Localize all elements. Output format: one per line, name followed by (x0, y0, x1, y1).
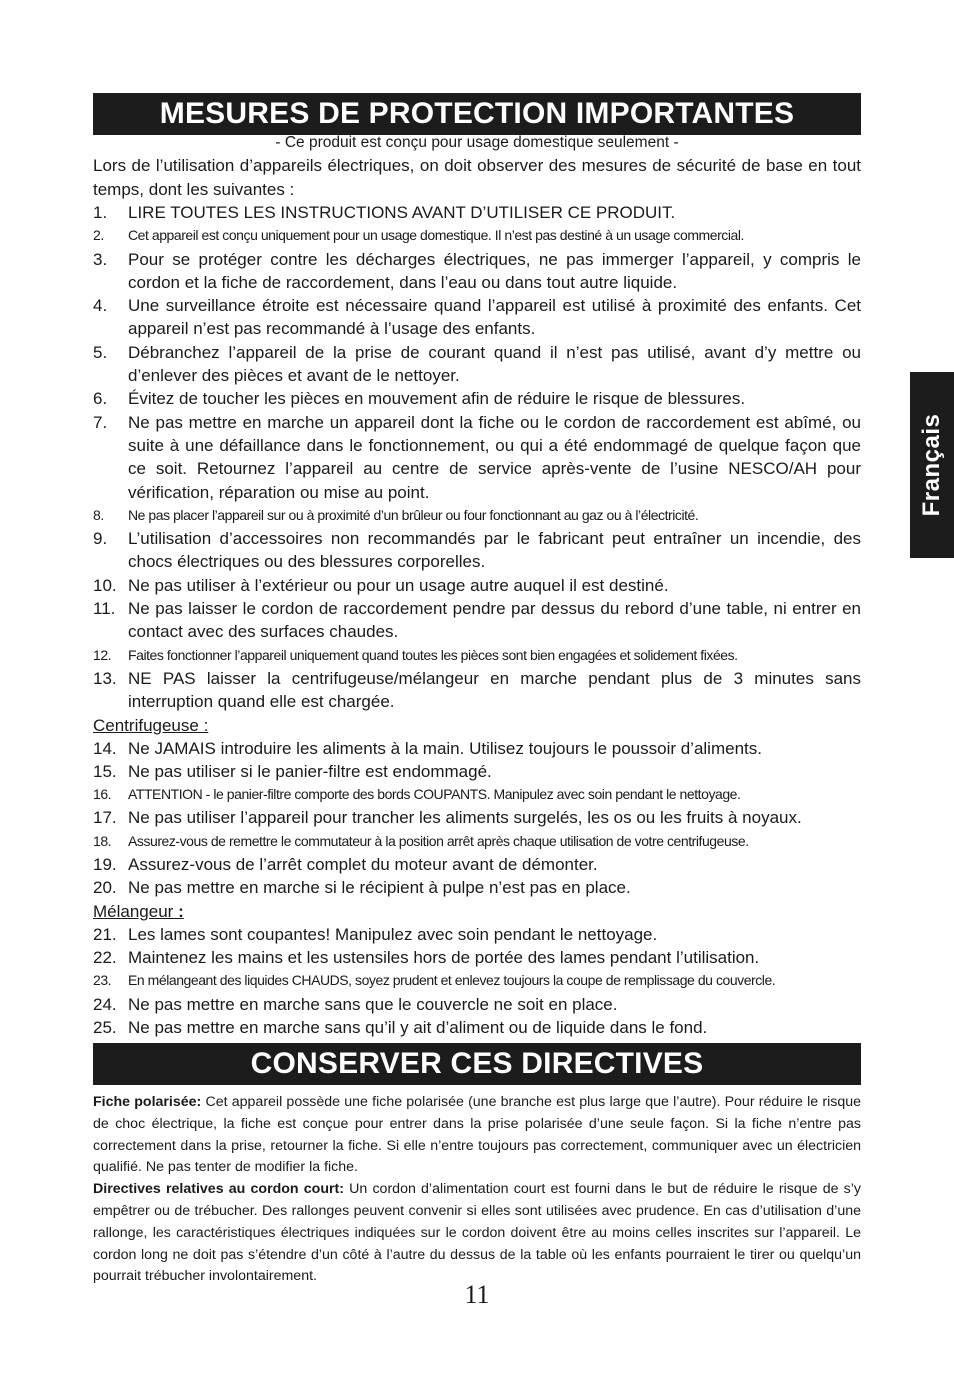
language-label: Français (918, 413, 945, 517)
safety-list (93, 201, 861, 714)
list-item: 1. LIRE TOUTES LES INSTRUCTIONS AVANT D’UTILISER CE PRODUIT. (93, 203, 676, 222)
language-side-tab (910, 372, 954, 558)
list-item: 15. Ne pas utiliser si le panier-filtre est endommagé. (93, 761, 492, 781)
page-title: MESURES DE PROTECTION IMPORTANTES (93, 93, 861, 135)
list-item: 21. Les lames sont coupantes! Manipulez avec soin pendant le nettoyage. (93, 924, 658, 944)
section-centrifugeuse: Centrifugeuse : (93, 715, 209, 735)
notes-section (93, 1092, 861, 1288)
page-number: 11 (464, 1280, 490, 1309)
short-cord-note: Directives relatives au cordon court: Un cordon d’alimentation court est fourni dans le but de réduire le risque de s’y empêtrer ou de trébucher. Des rallonges peuvent convenir si elles sont utilisées avec prudence. En cas d’utilisation d’une rallonge, les caractéristiques électriques indiquées sur le cordon doivent être au moins celles inscrites sur l’appareil. Le cordon long ne doit pas s’étendre d’un côté à l’autre du dessus de la table où les enfants pourraient le tirer ou quelqu’un pourrait trébucher involontairement. (93, 1181, 861, 1285)
list-item: 11. Ne pas laisser le cordon de raccordement pendre par dessus du rebord d’une table, ni entrer en contact avec des surfaces chaudes. (93, 599, 861, 642)
list-item: 6. Évitez de toucher les pièces en mouvement afin de réduire le risque de blessures. (93, 389, 746, 409)
list-item: 22. Maintenez les mains et les ustensiles hors de portée des lames pendant l’utilisation. (93, 947, 760, 967)
list-item: 10. Ne pas utiliser à l’extérieur ou pour un usage autre auquel il est destiné. (93, 575, 669, 595)
centrifuge-list (93, 737, 861, 900)
list-item: 25. Ne pas mettre en marche sans qu’il y ait d’aliment ou de liquide dans le fond. (93, 1017, 708, 1037)
list-item: 23. En mélangeant des liquides CHAUDS, soyez prudent et enlevez toujours la coupe de remplissage du couvercle. (93, 972, 776, 989)
list-item: 14. Ne JAMAIS introduire les aliments à la main. Utilisez toujours le poussoir d’aliments. (93, 738, 762, 758)
intro-paragraph: Lors de l’utilisation d’appareils électriques, on doit observer des mesures de sécurité de base en tout temps, dont les suivantes : (93, 156, 861, 199)
list-item: 2. Cet appareil est conçu uniquement pour un usage domestique. Il n’est pas destiné à un usage commercial. (93, 227, 744, 244)
list-item: 9. L’utilisation d’accessoires non recommandés par le fabricant peut entraîner un incendie, des chocs électriques ou des blessures corporelles. (93, 529, 861, 572)
list-item: 3. Pour se protéger contre les décharges électriques, ne pas immerger l’appareil, y compris le cordon et la fiche de raccordement, dans l’eau ou dans tout autre liquide. (93, 249, 861, 292)
list-item: 18. Assurez-vous de remettre le commutateur à la position arrêt après chaque utilisation de votre centrifugeuse. (93, 832, 749, 849)
page-subtitle: - Ce produit est conçu pour usage domestique seulement - (275, 134, 679, 151)
list-item: 19. Assurez-vous de l’arrêt complet du moteur avant de démonter. (93, 855, 598, 875)
save-instructions-title: CONSERVER CES DIRECTIVES (93, 1043, 861, 1085)
list-item: 8. Ne pas placer l’appareil sur ou à proximité d’un brûleur ou four fonctionnant au gaz ou à l’électricité. (93, 506, 699, 523)
blender-list (93, 923, 861, 1039)
list-item: 4. Une surveillance étroite est nécessaire quand l’appareil est utilisé à proximité des enfants. Cet appareil n’est pas recommandé à l’usage des enfants. (93, 296, 861, 339)
list-item: 20. Ne pas mettre en marche si le récipient à pulpe n’est pas en place. (93, 878, 631, 898)
list-item: 12. Faites fonctionner l’appareil uniquement quand toutes les pièces sont bien engagées et solidement fixées. (93, 646, 738, 663)
list-item: 7. Ne pas mettre en marche un appareil dont la fiche ou le cordon de raccordement est abîmé, ou suite à une défaillance dans le fonctionnement, ou qui a été endommagé de quelque façon que ce soit. Retournez l’appareil au centre de service après-vente de l’usine NESCO/AH pour vérification, réparation ou mise au point. (93, 412, 861, 502)
polarized-plug-note: Fiche polarisée: Cet appareil possède une fiche polarisée (une branche est plus large que l’autre). Pour réduire le risque de choc électrique, la fiche est conçue pour entrer dans la prise polarisée d’une seule façon. Si la fiche n’entre pas correctement dans la prise, retourner la fiche. Si elle n’entre toujours pas correctement, communiquer avec un électricien qualifié. Ne pas tenter de modifier la fiche. (93, 1094, 861, 1176)
list-item: 5. Débranchez l’appareil de la prise de courant quand il n’est pas utilisé, avant d’y mettre ou d’enlever des pièces et avant de le nettoyer. (93, 342, 861, 386)
list-item: 13. NE PAS laisser la centrifugeuse/mélangeur en marche pendant plus de 3 minutes sans interruption quand elle est chargée. (93, 668, 861, 712)
list-item: 17. Ne pas utiliser l’appareil pour trancher les aliments surgelés, les os ou les fruits à noyaux. (93, 808, 802, 828)
list-item: 24. Ne pas mettre en marche sans que le couvercle ne soit en place. (93, 994, 618, 1014)
section-melangeur: Mélangeur : (93, 901, 184, 921)
manual-page (93, 93, 861, 1288)
list-item: 16. ATTENTION - le panier-filtre comporte des bords COUPANTS. Manipulez avec soin pendant le nettoyage. (93, 786, 741, 803)
